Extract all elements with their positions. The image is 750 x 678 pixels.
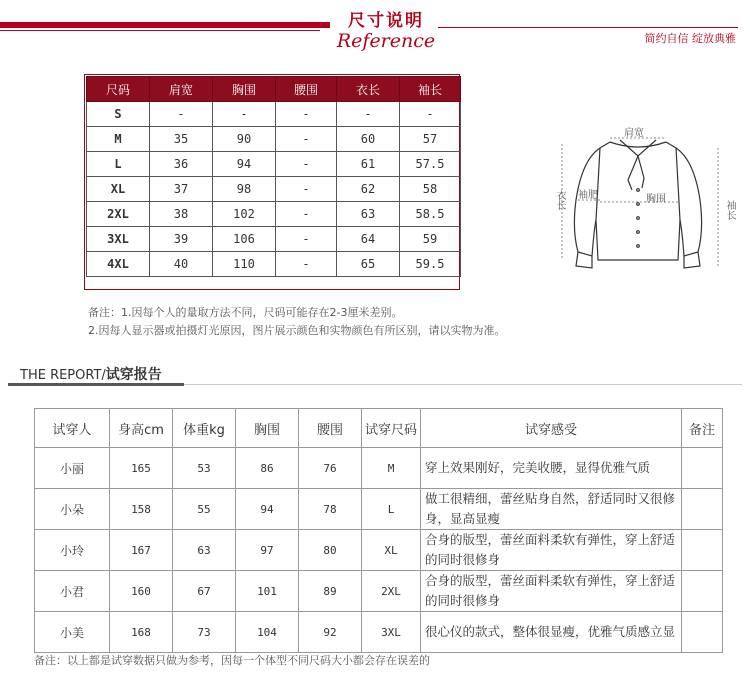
size-cell: 2XL [87, 202, 150, 227]
size-header-sleeve: 袖长 [400, 77, 461, 102]
table-cell: 57.5 [400, 152, 461, 177]
tester-name: 小君 [35, 571, 110, 612]
report-divider-accent [8, 383, 184, 386]
report-header-height: 身高cm [110, 409, 173, 448]
table-cell: 37 [150, 177, 213, 202]
size-header-size: 尺码 [87, 77, 150, 102]
table-cell: 62 [337, 177, 400, 202]
table-cell: L [362, 489, 421, 530]
table-cell: - [276, 152, 337, 177]
tester-name: 小丽 [35, 448, 110, 489]
table-row [35, 530, 723, 571]
header-accent-bar [0, 22, 330, 28]
remarks-cell [682, 571, 723, 612]
feedback-cell: 合身的版型，蕾丝面料柔软有弹性，穿上舒适的同时很修身 [421, 571, 682, 612]
table-cell: 36 [150, 152, 213, 177]
report-footnote: 备注：以上都是试穿数据只做为参考，因每一个体型不同尺码大小都会存在误差的 [34, 654, 430, 667]
table-cell: 94 [236, 489, 299, 530]
table-cell: 58 [400, 177, 461, 202]
remarks-cell [682, 612, 723, 653]
table-row [35, 612, 723, 653]
size-table-header-row [87, 77, 461, 102]
table-cell: 89 [299, 571, 362, 612]
table-cell: 98 [213, 177, 276, 202]
size-note-line-2: 2.因每人显示器或拍摄灯光原因，图片展示颜色和实物颜色有所区别，请以实物为准。 [88, 324, 506, 337]
table-cell: 53 [173, 448, 236, 489]
size-cell: L [87, 152, 150, 177]
trial-report-table [34, 408, 723, 653]
table-row [87, 127, 461, 152]
table-row [35, 489, 723, 530]
figure-label-shoulder: 肩宽 [624, 128, 644, 139]
report-title-cn: 试穿报告 [105, 367, 162, 383]
table-cell: - [276, 252, 337, 277]
page-subtitle: Reference [336, 30, 436, 52]
table-cell: 80 [299, 530, 362, 571]
report-header-size: 试穿尺码 [362, 409, 421, 448]
table-cell: 55 [173, 489, 236, 530]
size-header-length: 衣长 [337, 77, 400, 102]
table-cell: 167 [110, 530, 173, 571]
table-cell: - [276, 127, 337, 152]
table-cell: 2XL [362, 571, 421, 612]
page-title: 尺寸说明 [348, 11, 424, 31]
tester-name: 小玲 [35, 530, 110, 571]
table-cell: 65 [337, 252, 400, 277]
table-cell: 158 [110, 489, 173, 530]
size-table [86, 76, 461, 277]
table-cell: - [276, 102, 337, 127]
table-cell: 38 [150, 202, 213, 227]
table-cell: - [337, 102, 400, 127]
table-cell: 39 [150, 227, 213, 252]
table-row [87, 177, 461, 202]
header-right-line [438, 27, 738, 28]
remarks-cell [682, 489, 723, 530]
table-cell: 76 [299, 448, 362, 489]
table-cell: 160 [110, 571, 173, 612]
table-cell: 94 [213, 152, 276, 177]
size-header-waist: 腰围 [276, 77, 337, 102]
table-cell: 86 [236, 448, 299, 489]
figure-label-length: 衣长 [554, 190, 565, 210]
table-cell: 78 [299, 489, 362, 530]
report-title-en: THE REPORT/ [20, 368, 106, 383]
report-header-remarks: 备注 [682, 409, 723, 448]
table-cell: 40 [150, 252, 213, 277]
size-note-line-1: 备注：1.因每个人的量取方法不同，尺码可能存在2-3厘米差别。 [88, 306, 403, 319]
table-cell: - [276, 227, 337, 252]
size-cell: XL [87, 177, 150, 202]
table-cell: - [213, 102, 276, 127]
remarks-cell [682, 530, 723, 571]
report-section-title [20, 364, 162, 384]
report-header-feedback: 试穿感受 [421, 409, 682, 448]
size-header-shoulder: 肩宽 [150, 77, 213, 102]
table-cell: - [276, 177, 337, 202]
table-cell: 104 [236, 612, 299, 653]
feedback-cell: 合身的版型，蕾丝面料柔软有弹性，穿上舒适的同时很修身 [421, 530, 682, 571]
report-header-weight: 体重kg [173, 409, 236, 448]
table-row [87, 102, 461, 127]
tester-name: 小朵 [35, 489, 110, 530]
table-cell: 67 [173, 571, 236, 612]
table-cell: 59 [400, 227, 461, 252]
figure-label-sleeve: 袖长 [724, 200, 735, 220]
table-cell: 3XL [362, 612, 421, 653]
size-cell: 4XL [87, 252, 150, 277]
size-cell: S [87, 102, 150, 127]
table-cell: 90 [213, 127, 276, 152]
table-cell: 63 [337, 202, 400, 227]
table-cell: 64 [337, 227, 400, 252]
feedback-cell: 很心仪的款式，整体很显瘦，优雅气质感立显 [421, 612, 682, 653]
table-cell: 102 [213, 202, 276, 227]
header-accent-line [0, 30, 320, 31]
size-header-chest: 胸围 [213, 77, 276, 102]
table-row [87, 227, 461, 252]
size-cell: M [87, 127, 150, 152]
figure-label-chest: 胸围 [646, 194, 666, 205]
table-cell: 61 [337, 152, 400, 177]
report-header-tester: 试穿人 [35, 409, 110, 448]
table-cell: - [276, 202, 337, 227]
garment-measurement-figure [548, 120, 738, 280]
report-header-waist: 腰围 [299, 409, 362, 448]
table-cell: 59.5 [400, 252, 461, 277]
table-cell: M [362, 448, 421, 489]
remarks-cell [682, 448, 723, 489]
table-cell: 63 [173, 530, 236, 571]
report-header-row [35, 409, 723, 448]
feedback-cell: 做工很精细，蕾丝贴身自然，舒适同时又很修身，显高显瘦 [421, 489, 682, 530]
table-row [87, 202, 461, 227]
feedback-cell: 穿上效果刚好，完美收腰，显得优雅气质 [421, 448, 682, 489]
table-cell: 35 [150, 127, 213, 152]
table-row [35, 448, 723, 489]
table-row [35, 571, 723, 612]
table-cell: 165 [110, 448, 173, 489]
table-cell: 168 [110, 612, 173, 653]
table-cell: - [150, 102, 213, 127]
table-cell: 57 [400, 127, 461, 152]
table-row [87, 252, 461, 277]
table-cell: 106 [213, 227, 276, 252]
brand-slogan: 简约自信 绽放典雅 [644, 32, 736, 45]
table-cell: - [400, 102, 461, 127]
table-cell: 110 [213, 252, 276, 277]
table-cell: 97 [236, 530, 299, 571]
table-cell: 58.5 [400, 202, 461, 227]
size-cell: 3XL [87, 227, 150, 252]
report-header-chest: 胸围 [236, 409, 299, 448]
table-cell: XL [362, 530, 421, 571]
blouse-outline-icon [548, 120, 738, 280]
table-cell: 92 [299, 612, 362, 653]
table-cell: 101 [236, 571, 299, 612]
tester-name: 小美 [35, 612, 110, 653]
figure-label-sleeve-width: 袖肥 [578, 190, 598, 201]
table-row [87, 152, 461, 177]
table-cell: 73 [173, 612, 236, 653]
table-cell: 60 [337, 127, 400, 152]
